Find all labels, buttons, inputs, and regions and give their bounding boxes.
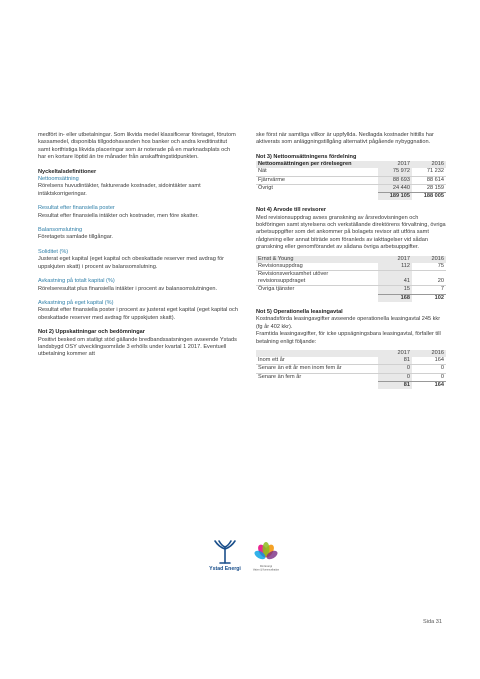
not5-text-2: Framtida leasingavgifter, för icke uppsägningsbara leasingavtal, förfaller till betalning enligt följande: bbox=[256, 331, 441, 345]
cell-2016: 7 bbox=[440, 286, 444, 293]
not2-heading: Not 2) Uppskattningar och bedömningar bbox=[38, 329, 145, 336]
table-row bbox=[256, 357, 446, 365]
cell-2017 bbox=[378, 271, 412, 279]
not4-table-header bbox=[256, 256, 446, 263]
not3-col-2017: 2017 bbox=[378, 161, 412, 168]
table-row bbox=[256, 184, 446, 192]
row-label: Senare än ett år men inom fem år bbox=[256, 365, 378, 373]
not3-table-header bbox=[256, 161, 446, 168]
not5-col-2017: 2017 bbox=[378, 350, 412, 357]
right-column bbox=[256, 132, 446, 389]
not3-header-label: Nettoomsättningen per rörelsegren bbox=[256, 161, 378, 168]
not2-text: Positivt besked om statligt stöd gällande bredbandssatsningen avseende Ystads landsbygd OSY utvecklingsområde 3 erhölls under kvartal 1 2017. Eventuell utbetalning kommer att bbox=[38, 336, 237, 358]
not5-table bbox=[256, 350, 446, 389]
table-row bbox=[256, 168, 446, 176]
balansomslutning-heading: Balansomslutning bbox=[38, 227, 83, 234]
ystad-energi-mark bbox=[215, 541, 235, 563]
not4-col-2016: 2016 bbox=[412, 256, 446, 263]
cell-2016: 0 bbox=[440, 373, 444, 380]
avkastning-eget-heading: Avkastning på eget kapital (%) bbox=[38, 299, 114, 306]
not3-total-row bbox=[256, 193, 446, 201]
left-column bbox=[38, 132, 238, 359]
not4-heading: Not 4) Arvode till revisorer bbox=[256, 207, 327, 214]
table-row bbox=[256, 278, 446, 286]
not5-total-row bbox=[256, 381, 446, 389]
row-label: revisionsuppdraget bbox=[256, 278, 378, 286]
ystad-energi-logo bbox=[205, 537, 285, 577]
not4-table bbox=[256, 256, 446, 302]
total-2017: 168 bbox=[378, 294, 412, 302]
table-row bbox=[256, 373, 446, 381]
cell-2017: 0 bbox=[378, 365, 412, 373]
nettoomsattning-text: Rörelsens huvudintäkter, fakturerade kostnader, sidointäkter samt intäktskorrigeringar. bbox=[38, 183, 201, 197]
partner-line-2: Vatten & Kommunikation bbox=[252, 568, 280, 572]
not5-text-1: Kostnadsförda leasingavgifter avseende operationella leasingavtal 245 kkr (fg år 402 kkr). bbox=[256, 316, 441, 330]
cell-2017: 41 bbox=[378, 278, 412, 286]
continued-paragraph: ske först när samtliga villkor är uppfyllda. Nedlagda kostnader hittills har aktiverats som anläggningstillgång alternativt pågående nybyggnation. bbox=[256, 132, 434, 146]
avkastning-eget-text: Resultat efter finansiella poster i procent av justerat eget kapital (eget kapital och obeskattade reserver med avdrag för uppskjuten skatt). bbox=[38, 307, 238, 321]
partner-line-1: Din Energi bbox=[259, 565, 273, 568]
table-row bbox=[256, 263, 446, 271]
not5-heading: Not 5) Operationella leasingavtal bbox=[256, 308, 343, 315]
row-label: Senare än fem år bbox=[258, 373, 302, 380]
cell-2017: 0 bbox=[378, 373, 412, 381]
soliditet-heading: Soliditet (%) bbox=[38, 248, 69, 255]
cell-2016: 75 bbox=[412, 263, 446, 271]
row-label: Revisionsuppdrag bbox=[256, 263, 378, 271]
resultat-heading: Resultat efter finansiella poster bbox=[38, 205, 115, 212]
total-2016: 102 bbox=[412, 294, 446, 302]
ystad-energi-wordmark: Ystad Energi bbox=[209, 566, 241, 572]
cell-2017: 24 440 bbox=[378, 184, 412, 192]
cell-2016: 88 614 bbox=[412, 176, 446, 184]
partner-flower-icon bbox=[253, 542, 279, 561]
nettoomsattning-heading: Nettoomsättning bbox=[38, 176, 79, 183]
not3-heading: Not 3) Nettoomsättningens fördelning bbox=[256, 153, 357, 160]
cell-2016: 71 232 bbox=[412, 168, 446, 176]
row-label: Övriga tjänster bbox=[258, 286, 295, 293]
total-label-empty bbox=[256, 294, 378, 302]
not4-header-label: Ernst & Young bbox=[256, 256, 378, 263]
total-2016: 188 005 bbox=[412, 193, 446, 201]
logo-area bbox=[205, 537, 285, 577]
balansomslutning-text: Företagets samlade tillgångar. bbox=[38, 234, 113, 241]
intro-paragraph: medfört in- eller utbetalningar. Som likvida medel klassificerar företaget, förutom kassamedel, disponibla tillgodohavanden hos banker och andra kreditinstitut samt kortfristiga likvida placeringar som är noterade på en marknadsplats och har en kortare löptid än tre månader från anskaffningstidpunkten. bbox=[38, 132, 236, 161]
nyckeltal-heading: Nyckeltalsdefinitioner bbox=[38, 168, 97, 175]
total-label-empty bbox=[256, 381, 378, 389]
cell-2016: 20 bbox=[412, 278, 446, 286]
not5-col-2016: 2016 bbox=[412, 350, 446, 357]
total-2017: 189 105 bbox=[378, 193, 412, 201]
cell-2017: 75 972 bbox=[378, 168, 412, 176]
soliditet-text: Justerat eget kapital (eget kapital och obeskattade reserver med avdrag för uppskjuten skatt) i procent av balansomslutning. bbox=[38, 256, 224, 270]
row-label: Inom ett år bbox=[256, 357, 378, 365]
cell-2017: 88 693 bbox=[378, 176, 412, 184]
row-label: Revisionsverksamhet utöver bbox=[258, 271, 329, 278]
total-2017: 81 bbox=[378, 381, 412, 389]
table-row bbox=[256, 286, 446, 294]
cell-2016 bbox=[412, 271, 446, 279]
not4-text: Med revisionsuppdrag avses granskning av årsredovisningen och bokföringen samt styrelsens och verkställande direktörens förvaltning, övriga arbetsuppgifter som det ankommer på bolagets revisor att utföra samt rådgivning eller annat biträde som föranleds av iakttagelser vid sådan granskning eller genomförandet av sådana övriga arbetsuppgifter. bbox=[256, 214, 446, 251]
cell-2016: 0 bbox=[412, 365, 446, 373]
total-label-empty bbox=[256, 193, 378, 201]
row-label: Övrigt bbox=[258, 184, 273, 191]
not4-total-row bbox=[256, 294, 446, 302]
resultat-text: Resultat efter finansiella intäkter och kostnader, men före skatter. bbox=[38, 212, 199, 219]
cell-2016: 164 bbox=[412, 357, 446, 365]
cell-2017: 81 bbox=[378, 357, 412, 365]
table-row bbox=[256, 176, 446, 184]
avkastning-totalt-heading: Avkastning på totalt kapital (%) bbox=[38, 278, 115, 285]
total-2016: 164 bbox=[412, 381, 446, 389]
cell-2017: 15 bbox=[378, 286, 412, 294]
table-row bbox=[256, 271, 446, 279]
table-row bbox=[256, 365, 446, 373]
avkastning-totalt-text: Rörelseresultat plus finansiella intäkter i procent av balansomslutningen. bbox=[38, 285, 218, 292]
row-label: Fjärrvärme bbox=[256, 176, 378, 184]
page-number: Sida 31 bbox=[423, 619, 442, 625]
cell-2017: 112 bbox=[378, 263, 412, 271]
not3-table bbox=[256, 161, 446, 200]
row-label: Nät bbox=[256, 168, 378, 176]
not3-col-2016: 2016 bbox=[412, 161, 446, 168]
not4-col-2017: 2017 bbox=[378, 256, 412, 263]
cell-2016: 28 159 bbox=[426, 184, 444, 191]
